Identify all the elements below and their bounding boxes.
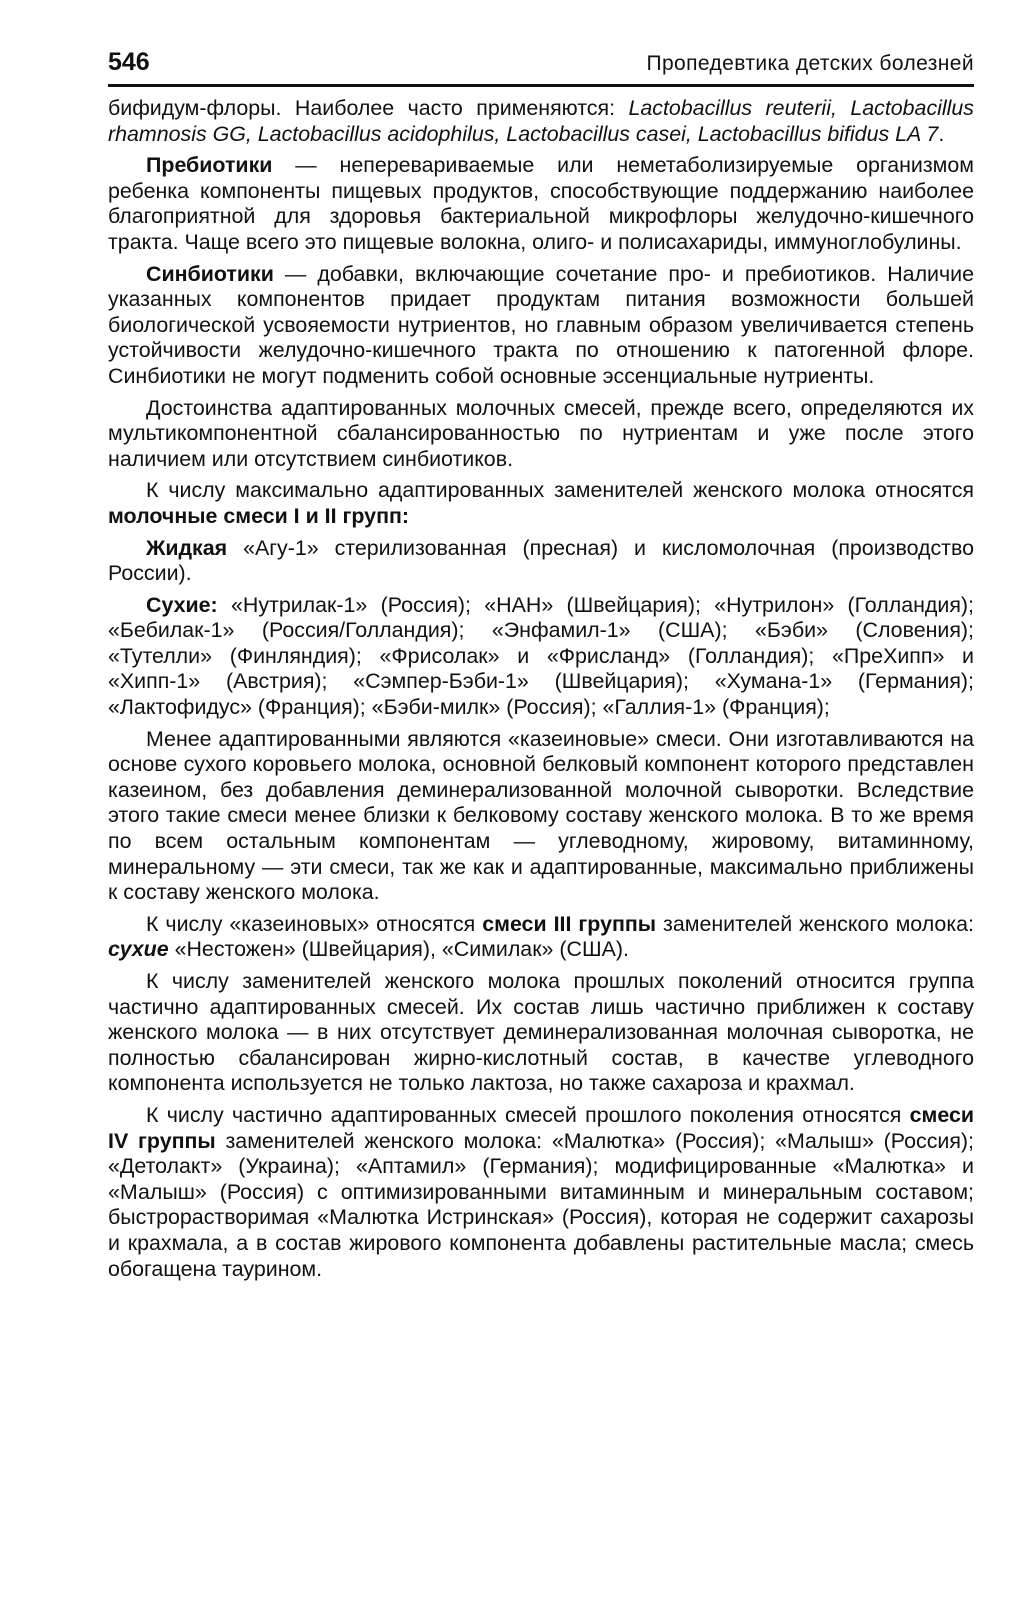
paragraph-casein — [108, 727, 974, 906]
paragraph-liquid — [108, 536, 974, 587]
text-run: заменителей женского молока: «Малютка» (Россия); «Малыш» (Россия); «Детолакт» (Украина); «Аптамил» (Германия); модифицированные «Малютка» и «Малыш» (Россия) с оптимизированными витаминным и минеральным составом; быстрорастворимая «Малютка Истринская» (Россия), которая не содержит сахарозы и крахмала, а в состав жирового компонента добавлены растительные масла; смесь обогащена таурином. — [108, 1128, 974, 1281]
definition-prebiotics: — неперевариваемые или неметаболизируемые организмом ребенка компоненты пищевых продуктов, способствующие поддержанию наиболее благоприятной для здоровья бактериальной микрофлоры желудочно-кишечного тракта. Чаще всего это пищевые волокна, олиго- и полисахариды, иммуноглобулины. — [108, 153, 974, 254]
paragraph-dry — [108, 593, 974, 721]
groups-1-2-label: молочные смеси I и II групп: — [108, 503, 410, 528]
page-body — [108, 96, 974, 1288]
paragraph-probiotic-strains — [108, 96, 974, 147]
term-synbiotics: Синбиотики — [146, 261, 274, 286]
paragraph-group-3 — [108, 912, 974, 963]
paragraph-groups-1-2 — [108, 478, 974, 529]
text-run: К числу заменителей женского молока прошлых поколений относится группа частично адаптированных смесей. Их состав лишь частично приближен к составу женского молока — в них отсутствует деминерализованная молочная сыворотка, не полностью сбалансирован жирно-кислотный состав, в качестве углеводного компонента используется не только лактоза, но также сахароза и крахмал. — [108, 969, 974, 1096]
text-run: К числу максимально адаптированных заменителей женского молока относятся — [146, 478, 974, 503]
paragraph-partially-adapted — [108, 969, 974, 1097]
text-run: заменителей женского молока: — [656, 911, 974, 936]
text-run: «Нестожен» (Швейцария), «Симилак» (США). — [168, 937, 629, 962]
term-liquid: Жидкая — [146, 535, 228, 560]
definition-synbiotics: — добавки, включающие сочетание про- и пребиотиков. Наличие указанных компонентов придает продуктам питания возможности большей биологической усвояемости нутриентов, но главным образом увеличивается степень устойчивости желудочно-кишечного тракта по отношению к патогенной флоре. Синбиотики не могут подменить собой основные эссенциальные нутриенты. — [108, 261, 974, 388]
group-4-label: смеси IV группы — [108, 1102, 974, 1153]
paragraph-advantages — [108, 396, 974, 473]
group-3-label: смеси III группы — [482, 911, 657, 936]
text-run: Менее адаптированными являются «казеиновые» смеси. Они изготавливаются на основе сухого коровьего молока, основной белковый компонент которого представлен казеином, без добавления деминерализованной молочной сыворотки. Вследствие этого такие смеси менее близки к белковому составу женского молока. В то же время по всем остальным компонентам — углеводному, жировому, витаминному, минеральному — эти смеси, так же как и адаптированные, максимально приближены к составу женского молока. — [108, 726, 974, 905]
term-prebiotics: Пребиотики — [146, 153, 273, 178]
text-run: . — [938, 121, 945, 146]
text-run: «Агу-1» стерилизованная (пресная) и кисломолочная (производство России). — [108, 535, 974, 586]
running-title: Пропедевтика детских болезней — [646, 52, 974, 75]
text-run: К числу «казеиновых» относятся — [146, 911, 483, 936]
paragraph-group-4 — [108, 1103, 974, 1282]
paragraph-synbiotics — [108, 262, 974, 390]
term-dry-italic: сухие — [108, 937, 169, 962]
text-run: «Нутрилак-1» (Россия); «НАН» (Швейцария); «Нутрилон» (Голландия); «Бебилак-1» (Россия/Голландия); «Энфамил-1» (США); «Бэби» (Словения); «Тутелли» (Финляндия); «Фрисолак» и «Фрисланд» (Голландия); «ПреХипп» и «Хипп-1» (Австрия); «Сэмпер-Бэби-1» (Швейцария); «Хумана-1» (Германия); «Лактофидус» (Франция); «Бэби-милк» (Россия); «Галлия-1» (Франция); — [108, 592, 974, 720]
page-number: 546 — [108, 48, 150, 76]
strain-list: Lactobacillus reuterii, Lactobacillus rhamnosis GG, Lactobacillus acidophilus, Lactobacillus casei, Lactobacillus bifidus LA 7 — [108, 96, 974, 146]
text-run: бифидум-флоры. Наиболее часто применяются: — [108, 96, 629, 120]
page-header — [108, 44, 974, 87]
term-dry: Сухие: — [146, 592, 218, 617]
paragraph-prebiotics — [108, 153, 974, 255]
text-run: Достоинства адаптированных молочных смесей, прежде всего, определяются их мультикомпонентной сбалансированностью по нутриентам и уже после этого наличием или отсутствием синбиотиков. — [108, 395, 974, 471]
text-run: К числу частично адаптированных смесей прошлого поколения относятся — [146, 1102, 910, 1127]
